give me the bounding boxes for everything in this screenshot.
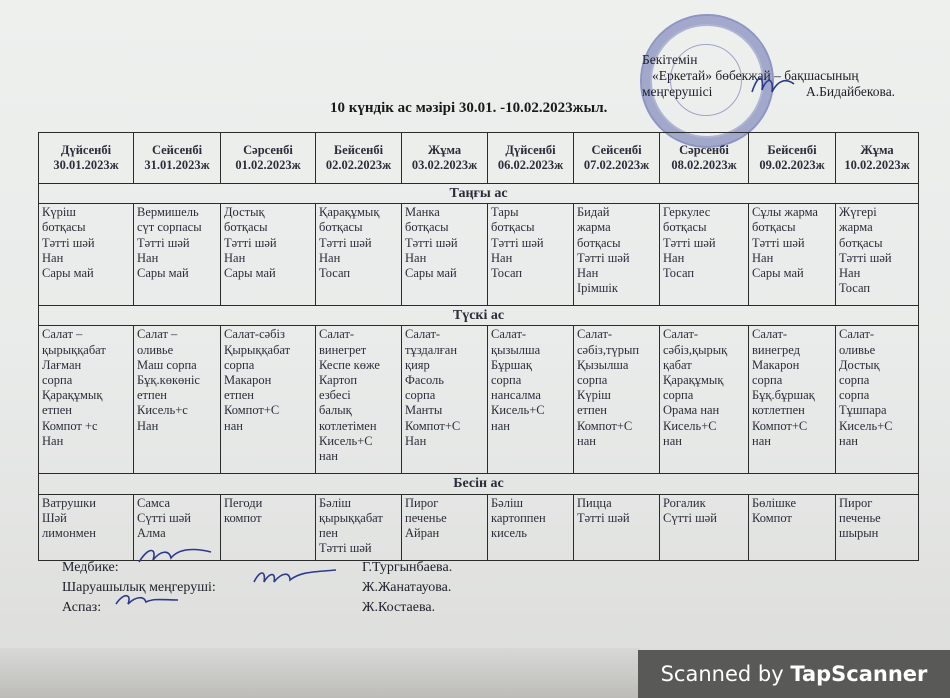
menu-item: Кисель+С [491,403,545,418]
day-header-2 [134,133,221,184]
lunch-cell-1 [39,326,134,474]
breakfast-cell-3 [221,204,316,306]
menu-item: оливье [137,342,174,357]
menu-item: Жүгері [839,205,877,220]
menu-item: Күріш [42,205,76,220]
breakfast-cell-7 [574,204,660,306]
menu-item: сорпа [752,373,783,388]
menu-item: Нан [577,266,599,281]
day-name: Сәрсенбі [243,142,293,157]
breakfast-cell-2 [134,204,221,306]
menu-item: сәбіз,түрып [577,342,640,357]
menu-item: балық [319,403,352,418]
menu-title: 10 күндік ас мәзірі 30.01. -10.02.2023жыл. [330,100,608,116]
day-date: 01.02.2023ж [235,158,301,172]
menu-item: нан [839,433,858,448]
day-header-10 [836,133,919,184]
menu-item: Кисель+С [319,433,373,448]
menu-item: Кисель+с [137,403,188,418]
menu-item: Макарон [752,357,800,372]
menu-item: Компот +с [42,418,98,433]
day-name: Дүйсенбі [60,142,112,157]
watermark-brand: TapScanner [790,662,928,686]
menu-item: жарма [839,220,873,235]
menu-item: Салат – [137,327,178,342]
menu-item: ботқасы [42,220,86,235]
menu-item: Алма [137,526,166,541]
menu-item: Салат- [663,327,699,342]
snack-cell-1 [39,494,134,560]
menu-item: Геркулес [663,205,711,220]
menu-item: Тәтті шәй [752,235,805,250]
snack-cell-6 [488,494,574,560]
menu-item: сорпа [663,388,694,403]
menu-item: Салат- [577,327,613,342]
day-name: Бейсенбі [767,142,817,157]
snack-cell-10 [836,494,919,560]
snack-cell-9 [749,494,836,560]
menu-item: қызылша [491,342,541,357]
lunch-cell-9 [749,326,836,474]
menu-item: Компот [752,510,792,525]
menu-item: Салат- [752,327,788,342]
day-header-4 [316,133,402,184]
watermark-prefix: Scanned by [660,662,791,686]
lunch-cell-5 [402,326,488,474]
day-name: Дүйсенбі [505,142,556,157]
menu-item: Сары май [224,266,276,281]
menu-table [38,132,919,561]
menu-item: сорпа [839,388,870,403]
menu-item: кисель [491,526,527,541]
breakfast-section-row [39,184,919,204]
day-header-5 [402,133,488,184]
snack-heading: Бесін ас [39,474,919,494]
manager-signature [250,566,340,590]
menu-item: Тәтті шәй [491,235,544,250]
menu-item: қырыққабат [42,342,106,357]
menu-item: нан [663,433,682,448]
menu-item: сорпа [42,373,73,388]
breakfast-cell-1 [39,204,134,306]
menu-item: Пирог [405,495,439,510]
menu-item: Нан [137,418,159,433]
menu-item: оливье [839,342,876,357]
day-header-8 [660,133,749,184]
menu-item: сорпа [839,373,870,388]
menu-item: винегрет [319,342,367,357]
menu-item: Пегоди [224,495,263,510]
menu-item: Сүтті шәй [137,510,191,525]
approval-name: А.Бидайбекова. [806,84,896,99]
menu-item: Салат- [491,327,527,342]
menu-item: Күріш [577,388,611,403]
menu-item: Тәтті шәй [224,235,277,250]
menu-item: Бәліш [491,495,524,510]
menu-item: ботқасы [752,220,796,235]
menu-item: езбесі [319,388,351,403]
menu-item: Тәтті шәй [319,541,372,556]
menu-item: Тосап [491,266,523,281]
cook-name: Ж.Костаева. [362,600,436,615]
day-header-1 [39,133,134,184]
menu-item: Бидай [577,205,610,220]
breakfast-heading: Таңғы ас [39,184,919,204]
day-header-6 [488,133,574,184]
menu-item: сүт сорпасы [137,220,202,235]
day-name: Бейсенбі [333,142,384,157]
menu-item: Орама нан [663,403,720,418]
day-header-7 [574,133,660,184]
lunch-cell-2 [134,326,221,474]
day-name: Сейсенбі [591,142,642,157]
lunch-cell-6 [488,326,574,474]
paper-shadow [0,648,640,698]
menu-item: Фасоль [405,373,444,388]
nurse-label: Медбике: [62,560,119,575]
menu-item: Тосап [663,266,695,281]
menu-item: сорпа [405,388,436,403]
menu-item: сорпа [224,357,255,372]
menu-item: Нан [405,433,427,448]
lunch-row [39,326,919,474]
menu-item: Салат – [42,327,83,342]
day-date: 31.01.2023ж [144,158,210,172]
menu-item: Нан [752,250,774,265]
menu-item: картоппен [491,510,546,525]
manager-name: Ж.Жанатауова. [362,580,452,595]
menu-item: нан [577,433,596,448]
cook-signature [112,590,182,612]
menu-item: Қарақұмық [663,373,724,388]
breakfast-cell-6 [488,204,574,306]
menu-item: Салат- [405,327,441,342]
menu-item: Компот+С [577,418,633,433]
menu-item: Қырыққабат [224,342,291,357]
menu-item: ботқасы [663,220,707,235]
menu-item: Картоп [319,373,358,388]
day-header-3 [221,133,316,184]
menu-item: Пирог [839,495,873,510]
breakfast-row [39,204,919,306]
menu-item: Тәтті шәй [839,250,892,265]
menu-item: Кисель+С [663,418,717,433]
day-date: 10.02.2023ж [844,158,910,172]
menu-item: Бұршақ [491,357,532,372]
lunch-cell-4 [316,326,402,474]
menu-item: Достық [224,205,265,220]
menu-item: Бұқ.көкөніс [137,373,200,388]
menu-item: Лағман [42,357,82,372]
menu-item: ботқасы [405,220,449,235]
menu-item: Достық [839,357,880,372]
menu-item: ботқасы [839,235,883,250]
menu-item: Нан [839,266,861,281]
nurse-name: Г.Тургынбаева. [362,560,453,575]
day-date: 03.02.2023ж [411,158,478,172]
snack-cell-4 [316,494,402,560]
snack-section-row [39,474,919,494]
menu-item: сорпа [491,373,522,388]
menu-item: тұздалған [405,342,458,357]
menu-item: етпен [137,388,167,403]
menu-item: Нан [224,250,246,265]
approval-line-3: меңгерушісі [642,84,713,99]
menu-item: Кеспе көже [319,357,380,372]
menu-item: Салат- [319,327,355,342]
menu-item: Сары май [137,266,189,281]
menu-item: Қарақұмық [319,205,380,220]
menu-item: етпен [577,403,607,418]
breakfast-cell-5 [402,204,488,306]
day-name: Сәрсенбі [679,142,729,157]
breakfast-cell-10 [836,204,919,306]
menu-item: котлетпен [752,403,805,418]
nurse-signature [135,544,215,570]
menu-item: Самса [137,495,171,510]
menu-item: печенье [839,510,881,525]
menu-item: Сұлы жарма [752,205,818,220]
menu-item: Тары [491,205,519,220]
menu-item: Маш сорпа [137,357,197,372]
menu-item: Тұшпара [839,403,887,418]
menu-item: Тәтті шәй [405,235,458,250]
approval-line-1: Бекітемін [642,52,698,67]
day-date: 09.02.2023ж [759,158,825,172]
day-header-9 [749,133,836,184]
menu-item: котлетімен [319,418,377,433]
menu-item: шырын [839,526,879,541]
menu-item: сорпа [577,373,608,388]
lunch-cell-10 [836,326,919,474]
menu-item: Нан [491,250,513,265]
menu-item: Нан [42,433,64,448]
day-header-row [39,133,919,184]
menu-item: Вермишель [137,205,199,220]
menu-item: Тәтті шәй [663,235,716,250]
menu-item: Айран [405,526,440,541]
lunch-cell-8 [660,326,749,474]
day-name: Жұма [860,142,894,157]
day-date: 02.02.2023ж [325,158,392,172]
menu-item: Тәтті шәй [42,235,95,250]
day-name: Сейсенбі [151,142,203,157]
breakfast-cell-4 [316,204,402,306]
menu-item: Қарақұмық [42,388,103,403]
manager-label: Шаруашылық меңгеруші: [62,580,216,595]
breakfast-cell-9 [749,204,836,306]
snack-cell-3 [221,494,316,560]
menu-item: нан [491,418,510,433]
menu-item: Рогалик [663,495,706,510]
menu-item: Манты [405,403,443,418]
menu-item: компот [224,510,262,525]
menu-item: винегред [752,342,800,357]
snack-cell-8 [660,494,749,560]
menu-item: етпен [42,403,72,418]
menu-item: Нан [42,250,64,265]
menu-item: жарма [577,220,611,235]
menu-item: қияр [405,357,430,372]
signatory-names [362,558,452,618]
menu-item: Пицца [577,495,612,510]
menu-item: Тәтті шәй [577,510,630,525]
approval-line-2: «Еркетай» бөбекжай – бақшасының [652,68,859,83]
menu-item: Нан [663,250,685,265]
menu-item: Салат-сәбіз [224,327,285,342]
menu-item: ботқасы [491,220,535,235]
menu-item: Сары май [405,266,457,281]
menu-item: қырыққабат [319,510,383,525]
day-name: Жұма [427,142,462,157]
breakfast-cell-8 [660,204,749,306]
menu-item: лимонмен [42,526,96,541]
menu-item: Тәтті шәй [577,250,630,265]
menu-item: Бұқ.бұршақ [752,388,815,403]
menu-item: Бөлішке [752,495,797,510]
director-signature [748,70,798,100]
menu-item: Компот+С [224,403,280,418]
menu-item: Салат- [839,327,875,342]
menu-item: Нан [319,250,341,265]
menu-item: Манка [405,205,440,220]
lunch-section-row [39,306,919,326]
menu-item: Бәліш [319,495,352,510]
snack-cell-5 [402,494,488,560]
menu-item: Шәй [42,510,67,525]
menu-item: Қызылша [577,357,629,372]
menu-item: Тәтті шәй [319,235,372,250]
lunch-heading: Түскі ас [39,306,919,326]
menu-item: Компот+С [405,418,461,433]
lunch-cell-7 [574,326,660,474]
menu-item: Сары май [752,266,804,281]
menu-item: Компот+С [752,418,808,433]
menu-item: Тосап [839,281,871,296]
menu-item: нансалма [491,388,541,403]
menu-item: Тәтті шәй [137,235,190,250]
menu-item: сәбіз,қырық [663,342,728,357]
day-date: 30.01.2023ж [53,158,119,172]
menu-item: Макарон [224,373,272,388]
menu-item: Тосап [319,266,351,281]
day-date: 06.02.2023ж [497,158,564,172]
menu-item: Нан [405,250,427,265]
menu-item: Сары май [42,266,94,281]
menu-item: Сүтті шәй [663,510,717,525]
snack-cell-7 [574,494,660,560]
menu-item: пен [319,526,338,541]
menu-item: печенье [405,510,447,525]
scanner-watermark [638,650,950,698]
lunch-cell-3 [221,326,316,474]
menu-item: нан [752,433,771,448]
menu-item: қабат [663,357,692,372]
menu-item: Ірімшік [577,281,618,296]
menu-item: ботқасы [577,235,621,250]
menu-item: нан [224,418,243,433]
menu-item: Нан [137,250,159,265]
menu-item: Кисель+С [839,418,893,433]
menu-item: ботқасы [224,220,268,235]
menu-item: етпен [224,388,254,403]
menu-item: ботқасы [319,220,363,235]
day-date: 08.02.2023ж [671,158,737,172]
menu-item: нан [319,449,338,464]
cook-label: Аспаз: [62,600,102,615]
menu-item: Ватрушки [42,495,96,510]
day-date: 07.02.2023ж [583,158,650,172]
